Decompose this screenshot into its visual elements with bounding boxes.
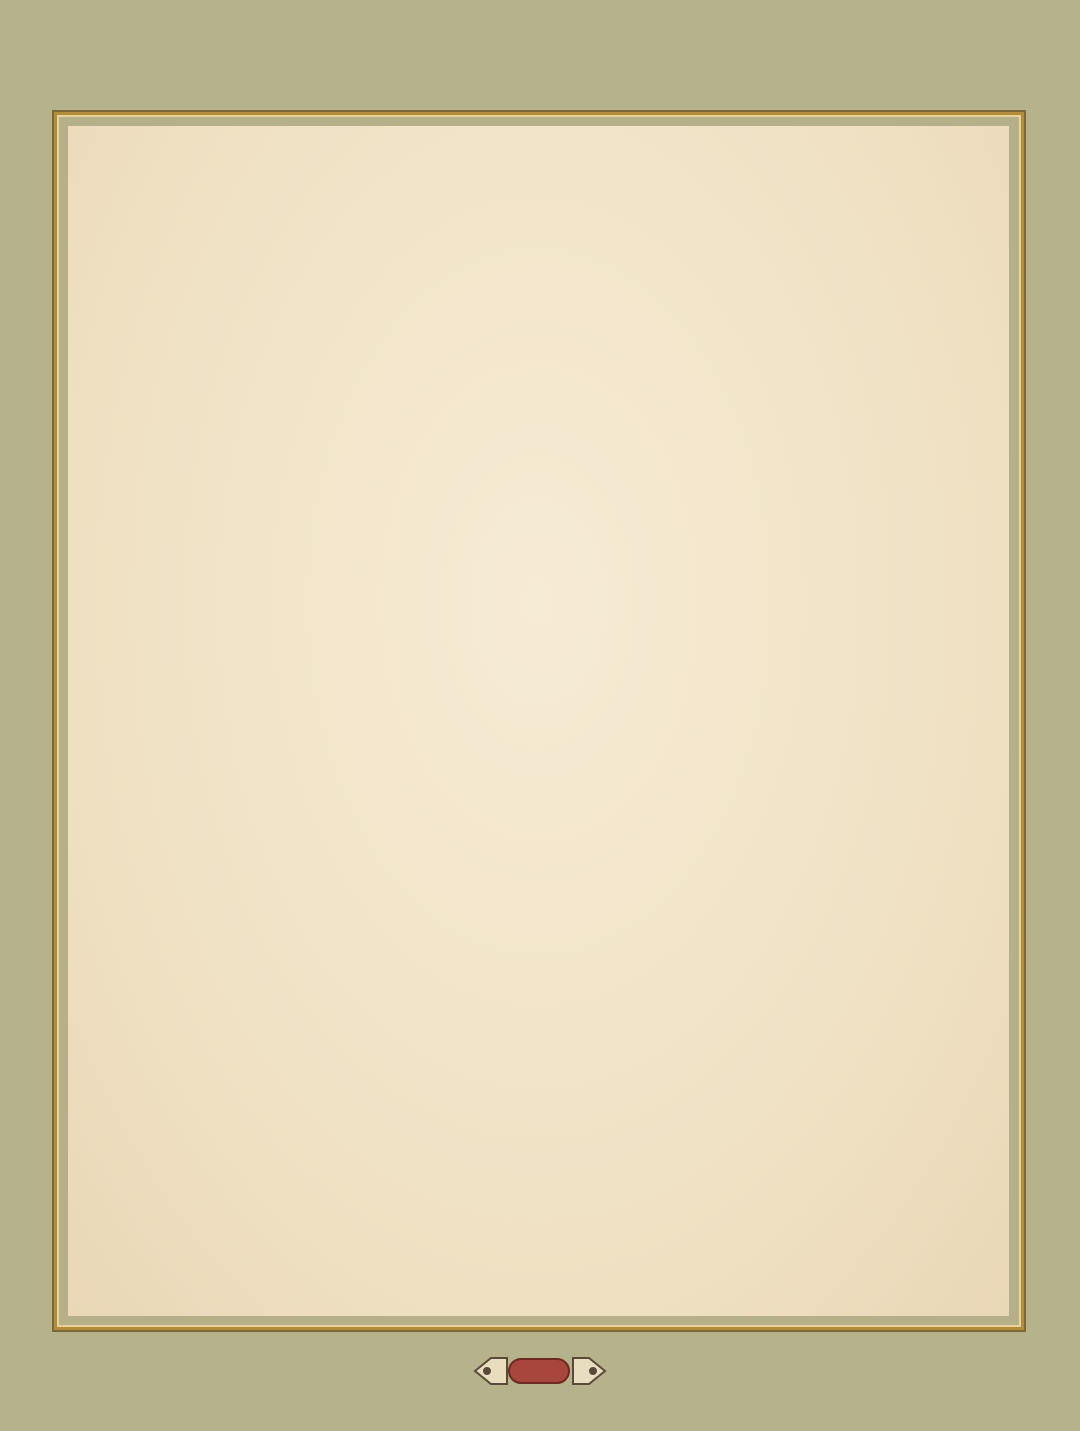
ornament-right-band — [1024, 112, 1080, 1330]
page-number-badge — [467, 1352, 613, 1390]
page-number — [508, 1358, 570, 1384]
content-panel — [68, 126, 1009, 1316]
ornament-top-band — [0, 0, 1080, 112]
ornament-left-band — [0, 112, 54, 1330]
